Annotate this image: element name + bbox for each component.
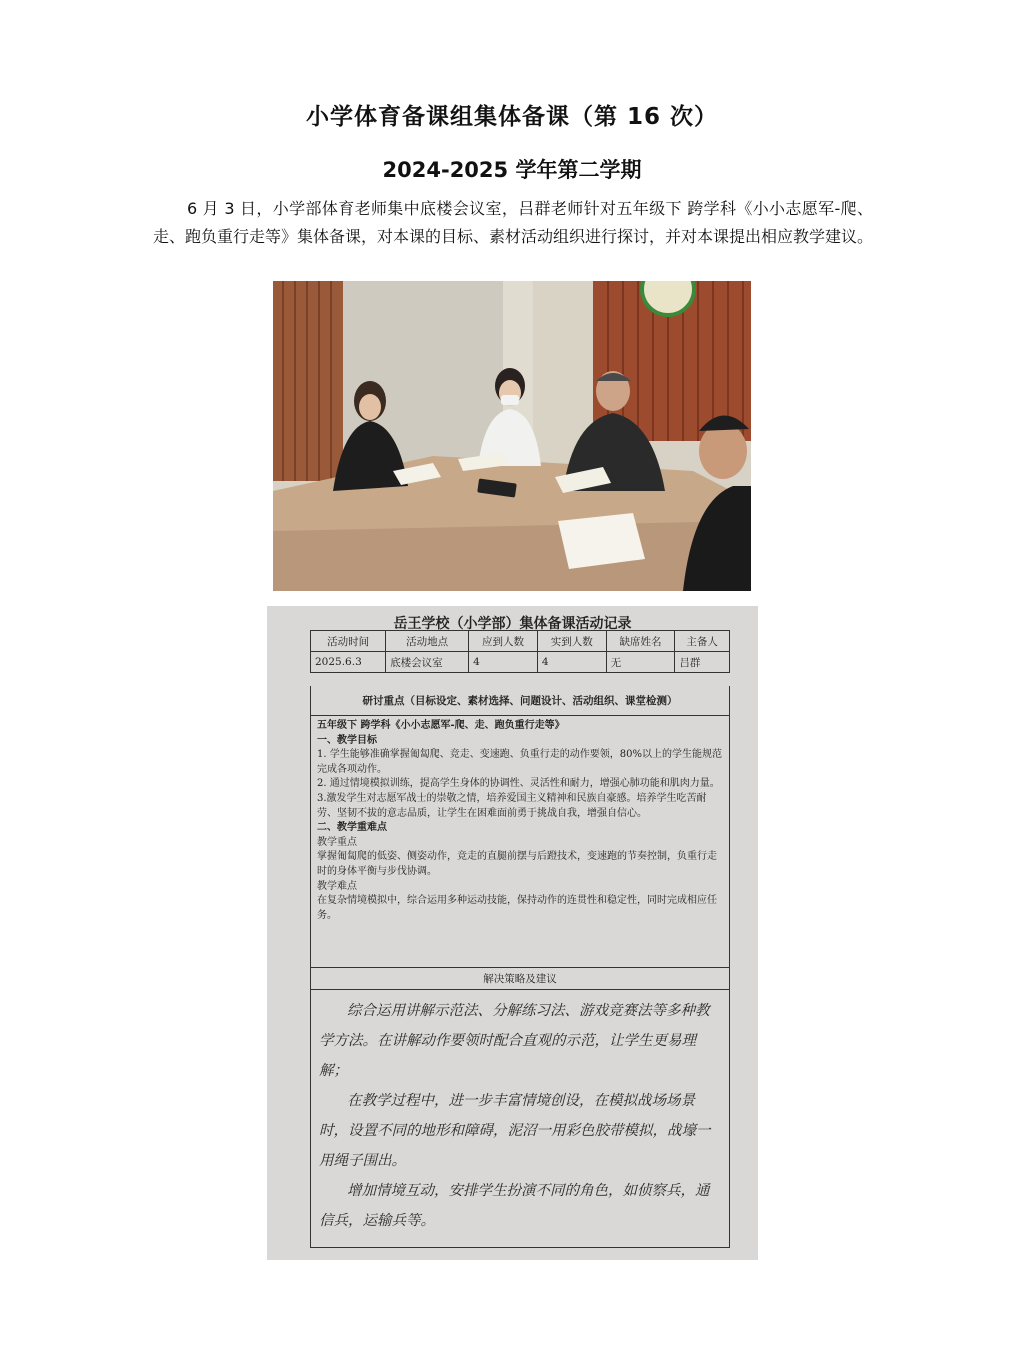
meeting-photo-illustration [273,281,751,591]
header-cell: 应到人数 [469,631,538,652]
key-text: 掌握匍匐爬的低姿、侧姿动作，竞走的直腿前摆与后蹬技术，变速跑的节奏控制，负重行走时的身体平衡与步伐协调。 [317,851,717,877]
record-value-row [311,652,730,673]
difficulty-text: 在复杂情境模拟中，综合运用多种运动技能，保持动作的连贯性和稳定性，同时完成相应任务。 [317,895,717,921]
header-cell: 活动时间 [311,631,386,652]
semester-subtitle: 2024-2025 学年第二学期 [382,158,642,182]
handwritten-line: 增加情境互动，安排学生扮演不同的角色，如侦察兵，通信兵，运输兵等。 [319,1183,710,1229]
value-cell: 吕群 [675,652,730,673]
lesson-content [310,716,730,968]
goal-item: 2. 通过情境模拟训练，提高学生身体的协调性、灵活性和耐力，增强心肺功能和肌肉力量。 [317,778,720,790]
value-cell: 无 [606,652,675,673]
header-cell: 活动地点 [386,631,469,652]
handwritten-line: 综合运用讲解示范法、分解练习法、游戏竞赛法等多种教学方法。在讲解动作要领时配合直观的示范，让学生更易理解； [319,1003,710,1079]
record-title: 岳王学校（小学部）集体备课活动记录 [393,616,632,632]
handwritten-suggestions [310,990,730,1248]
activity-record-sheet [267,606,758,1260]
header-cell: 实到人数 [537,631,606,652]
meeting-photo [273,281,751,591]
value-cell: 2025.6.3 [311,652,386,673]
difficulty-label: 教学难点 [317,880,357,892]
value-cell: 4 [469,652,538,673]
record-header-row [311,631,730,652]
goal-heading: 一、教学目标 [317,734,377,746]
key-label: 教学重点 [317,836,357,848]
goal-item: 1. 学生能够准确掌握匍匐爬、竞走、变速跑、负重行走的动作要领，80%以上的学生能规范完成各项动作。 [317,749,722,775]
solutions-heading: 解决策略及建议 [310,968,730,990]
header-cell: 缺席姓名 [606,631,675,652]
handwritten-line: 在教学过程中，进一步丰富情境创设，在模拟战场场景时，设置不同的地形和障碍，泥沼一用彩色胶带模拟，战壕一用绳子围出。 [319,1093,711,1169]
focus-heading: 研讨重点（目标设定、素材选择、问题设计、活动组织、课堂检测） [310,686,730,716]
value-cell: 底楼会议室 [386,652,469,673]
value-cell: 4 [537,652,606,673]
record-info-table [310,630,730,673]
header-cell: 主备人 [675,631,730,652]
goal-item: 3.激发学生对志愿军战士的崇敬之情，培养爱国主义精神和民族自豪感。培养学生吃苦耐劳、坚韧不拔的意志品质，让学生在困难面前勇于挑战自我，增强自信心。 [317,792,707,819]
page-title: 小学体育备课组集体备课（第 16 次） [305,104,719,130]
intro-paragraph: 6 月 3 日，小学部体育老师集中底楼会议室，吕群老师针对五年级下 跨学科《小小志愿军-爬、走、跑负重行走等》集体备课，对本课的目标、素材活动组织进行探讨，并对本课提出相应教学建议。 [153,199,874,246]
key-heading: 二、教学重难点 [317,822,387,834]
course-title: 五年级下 跨学科《小小志愿军-爬、走、跑负重行走等》 [317,720,565,731]
